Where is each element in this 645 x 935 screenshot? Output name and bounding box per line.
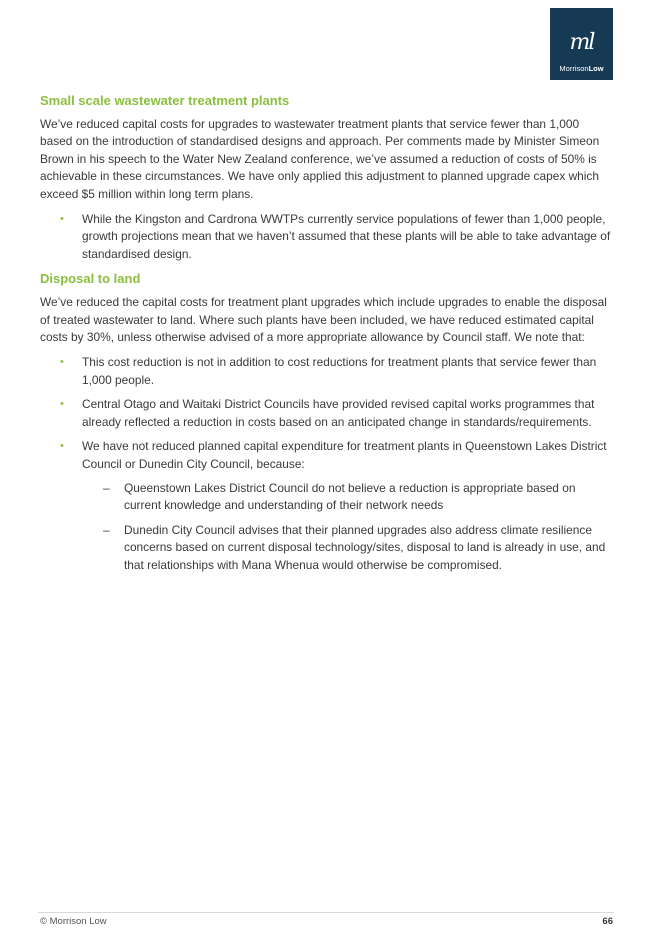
sub-bullet-text: Queenstown Lakes District Council do not believe a reduction is appropriate based on current knowledge and understanding of their network needs xyxy=(124,480,576,513)
page-number: 66 xyxy=(602,916,613,927)
list-item xyxy=(40,211,612,263)
dash-icon: – xyxy=(103,480,110,495)
bullet-icon: • xyxy=(60,356,64,369)
logo-name-regular: Morrison xyxy=(559,64,589,73)
section-paragraph-disposal: We’ve reduced the capital costs for treatment plant upgrades which include upgrades to enable the disposal of treated wastewater to land. Where such plants have been included, we have reduced estimated capital costs by 30%, unless otherwise advised of a more appropriate allowance by Council staff. We note that: xyxy=(40,295,607,345)
bullet-text: This cost reduction is not in addition to cost reductions for treatment plants that service fewer than 1,000 people. xyxy=(82,355,597,387)
section-heading-small-scale: Small scale wastewater treatment plants xyxy=(40,93,290,108)
logo-mark: ml xyxy=(569,30,594,55)
bullet-list-disposal xyxy=(40,354,612,573)
sub-bullet-list xyxy=(82,480,612,574)
bullet-text: Central Otago and Waitaki District Councils have provided revised capital works programmes that already reflected a reduction in costs based on an anticipated change in standards/requirements. xyxy=(82,397,595,429)
logo-wordmark xyxy=(550,64,613,73)
bullet-text: While the Kingston and Cardrona WWTPs currently service populations of fewer than 1,000 people, growth projections mean that we haven’t assumed that these plants will be able to take advantage of standardised design. xyxy=(82,212,611,261)
logo-name-bold: Low xyxy=(588,64,604,73)
document-body xyxy=(40,92,612,581)
sub-list-item xyxy=(82,480,612,515)
bullet-icon: • xyxy=(60,398,64,411)
footer-divider xyxy=(38,912,614,913)
bullet-list-small-scale xyxy=(40,211,612,263)
sub-bullet-text: Dunedin City Council advises that their planned upgrades also address climate resilience concerns based on current disposal technology/sites, disposal to land is already in use, and that relationships with Mana Whenua would otherwise be compromised. xyxy=(124,522,606,572)
list-item xyxy=(40,396,612,431)
section-paragraph-small-scale: We’ve reduced capital costs for upgrades to wastewater treatment plants that service fewer than 1,000 based on the introduction of standardised designs and approach. Per comments made by Minister Simeon Brown in his speech to the Water New Zealand conference, we’ve assumed a reduction of costs of 50% is achievable in these circumstances. We have only applied this adjustment to planned upgrade capex which exceed $5 million within long term plans. xyxy=(40,117,600,201)
bullet-icon: • xyxy=(60,213,64,226)
bullet-text: We have not reduced planned capital expenditure for treatment plants in Queenstown Lakes District Council or Dunedin City Council, because: xyxy=(82,439,607,471)
morrison-low-logo xyxy=(550,8,613,80)
list-item xyxy=(40,354,612,389)
list-item xyxy=(40,438,612,574)
section-heading-disposal: Disposal to land xyxy=(40,271,141,287)
dash-icon: – xyxy=(103,522,110,537)
bullet-icon: • xyxy=(60,440,64,453)
footer-copyright: © Morrison Low xyxy=(40,916,107,927)
sub-list-item xyxy=(82,522,612,574)
